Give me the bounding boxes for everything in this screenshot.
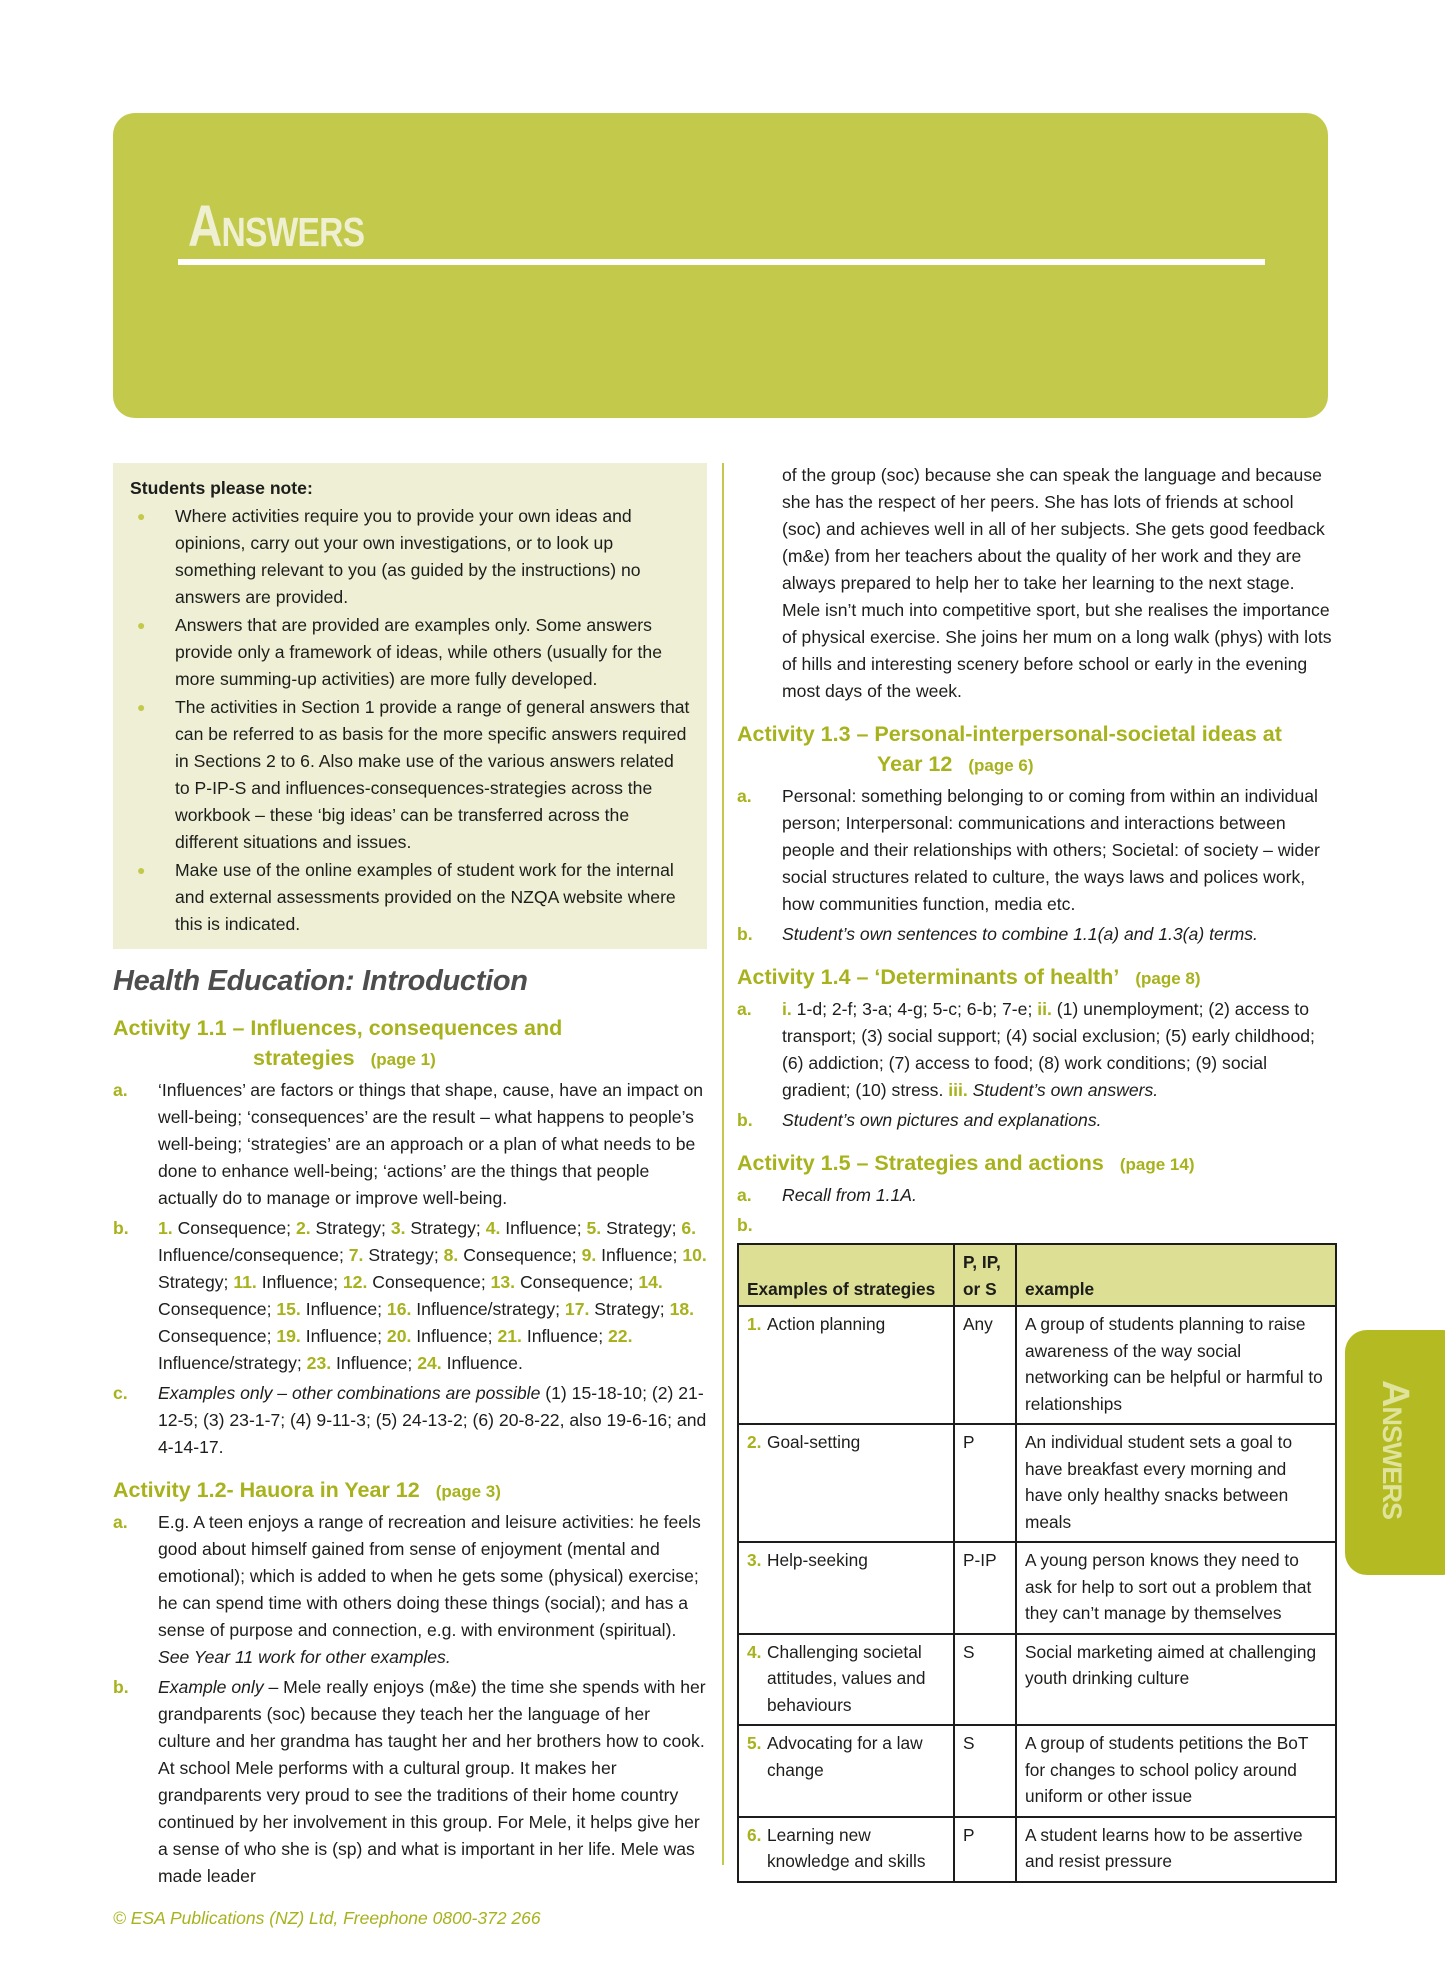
item-number: 12. xyxy=(342,1272,368,1292)
item-number: 14. xyxy=(638,1272,663,1292)
item-classification: Strategy; xyxy=(315,1218,386,1238)
notes-list xyxy=(130,503,692,938)
activity-1-4-title xyxy=(737,962,1337,994)
bullet-icon: ● xyxy=(137,699,146,715)
item-classification: Influence; xyxy=(505,1218,582,1238)
type-cell: P xyxy=(954,1424,1016,1542)
answer-text: E.g. A teen enjoys a range of recreation and leisure activities: he feels good about himself gained from sense of enjoyment (mental and emotional); which is added to when he gets some (physical) exercise; he can spend time with others doing these things (social); and has a sense of purpose and connection, e.g. with environment (spiritual). xyxy=(158,1512,701,1640)
answer-text: (1) unemployment; (2) access to transport; (3) social support; (4) social exclusion; (5) early childhood; (6) addiction; (7) access to food; (8) work conditions; (9) social gradient; (10) stress. xyxy=(782,999,1315,1100)
item-number: 8. xyxy=(443,1245,459,1265)
answer-item xyxy=(113,1077,707,1212)
strategies-table xyxy=(737,1243,1337,1883)
example-cell: A student learns how to be assertive and resist pressure xyxy=(1016,1817,1336,1882)
item-classification: Consequence; xyxy=(372,1272,486,1292)
item-label: a. xyxy=(113,1080,128,1100)
item-label: b. xyxy=(113,1677,129,1697)
activity-1-5-title xyxy=(737,1148,1337,1180)
section-title: Health Education: Introduction xyxy=(113,965,528,997)
column-header-strategies: Examples of strategies xyxy=(738,1244,954,1306)
section-tab-label: Answers xyxy=(1374,1380,1416,1519)
page-ref: (page 1) xyxy=(370,1050,436,1069)
activity-title-line: Activity 1.1 – Influences, consequences and xyxy=(113,1016,563,1040)
item-classification: Influence; xyxy=(601,1245,678,1265)
activity-title-line: strategies xyxy=(253,1046,355,1070)
row-number: 2. xyxy=(747,1432,762,1452)
notes-item xyxy=(130,857,692,938)
column-divider xyxy=(722,463,724,1865)
item-classification: Influence. xyxy=(446,1353,523,1373)
bullet-icon: ● xyxy=(137,508,146,524)
strategy-name: Action planning xyxy=(767,1314,886,1334)
item-classification: Influence; xyxy=(305,1326,383,1346)
answer-item xyxy=(113,1380,707,1461)
table-row xyxy=(738,1725,1336,1817)
type-cell: S xyxy=(954,1634,1016,1726)
activity-title-line: Year 12 xyxy=(877,752,953,776)
item-number: 18. xyxy=(669,1299,695,1319)
answer-item xyxy=(737,783,1337,918)
strategy-name: Goal-setting xyxy=(767,1432,861,1452)
page-ref: (page 8) xyxy=(1135,969,1201,988)
table-row xyxy=(738,1542,1336,1634)
strategy-name: Learning new knowledge and skills xyxy=(767,1824,926,1871)
column-header-type: P, IP, or S xyxy=(954,1244,1016,1306)
item-number: 4. xyxy=(485,1218,501,1238)
item-label: a. xyxy=(737,786,752,806)
item-classification: Consequence; xyxy=(158,1299,272,1319)
activity-1-1-title xyxy=(113,1013,707,1075)
header-banner xyxy=(113,113,1328,418)
item-number: 24. xyxy=(417,1353,442,1373)
item-label: a. xyxy=(737,1185,752,1205)
activity-title-line: Activity 1.4 – ‘Determinants of health’ xyxy=(737,965,1120,989)
page-title: Answers xyxy=(188,194,365,259)
answer-note: Example only xyxy=(158,1677,264,1697)
strategy-name: Help-seeking xyxy=(767,1550,868,1570)
row-number: 4. xyxy=(747,1641,762,1662)
item-classification: Strategy; xyxy=(410,1218,481,1238)
notes-item xyxy=(130,612,692,693)
item-number: 16. xyxy=(386,1299,412,1319)
answer-text: ‘Influences’ are factors or things that shape, cause, have an impact on well-being; ‘consequences’ are the result – what happens to people’s well-being; ‘strategies’ are an approach or a plan of what needs to be done to enhance well-being; ‘actions’ are the things that people actually do to manage or improve well-being. xyxy=(158,1080,704,1208)
item-classification: Consequence; xyxy=(177,1218,292,1238)
left-column xyxy=(113,463,707,1893)
activity-title-line: Activity 1.2- Hauora in Year 12 xyxy=(113,1478,420,1502)
table-row xyxy=(738,1634,1336,1726)
item-classification: Strategy; xyxy=(158,1272,229,1292)
strategy-cell xyxy=(738,1634,954,1726)
item-number: 11. xyxy=(233,1272,257,1292)
answer-text: (1) 15-18-10; (2) 21-12-5; (3) 23-1-7; (4) 9-11-3; (5) 24-13-2; (6) 20-8-22, also 19-6-16; and 4-14-17. xyxy=(158,1383,707,1457)
row-number: 6. xyxy=(747,1824,762,1845)
strategy-cell xyxy=(738,1306,954,1424)
example-cell: A group of students planning to raise awareness of the way social networking can be helpful or harmful to relationships xyxy=(1016,1306,1336,1424)
example-cell: Social marketing aimed at challenging youth drinking culture xyxy=(1016,1634,1336,1726)
item-classification: Consequence; xyxy=(519,1272,634,1292)
item-classification: Influence/strategy; xyxy=(158,1353,302,1373)
activity-1-3-title xyxy=(737,719,1337,781)
bullet-icon: ● xyxy=(137,862,146,878)
item-classification: Consequence; xyxy=(158,1326,272,1346)
answer-item xyxy=(737,921,1337,948)
item-number: 7. xyxy=(348,1245,364,1265)
item-number: 3. xyxy=(390,1218,406,1238)
notes-item xyxy=(130,694,692,856)
page-ref: (page 3) xyxy=(435,1482,501,1501)
notes-box xyxy=(113,463,707,949)
example-cell: An individual student sets a goal to have breakfast every morning and have only healthy snacks between meals xyxy=(1016,1424,1336,1542)
answer-text: of the group (soc) because she can speak the language and because she has the respect of her peers. She has lots of friends at school (soc) and achieves well in all of her subjects. She gets good feedback (m&e) from her teachers about the quality of her work and they are always prepared to help her to take her learning to the next stage. Mele isn’t much into competitive sport, but she realises the importance of physical exercise. She joins her mum on a long walk (phys) with lots of hills and interesting scenery before school or early in the evening most days of the week. xyxy=(782,465,1332,701)
activity-title-line: Activity 1.5 – Strategies and actions xyxy=(737,1151,1104,1175)
item-classification: Influence; xyxy=(336,1353,413,1373)
notes-title: Students please note: xyxy=(130,478,313,498)
notes-item-text: Where activities require you to provide your own ideas and opinions, carry out your own investigations, or to look up something relevant to you (as guided by the instructions) no answers are provided. xyxy=(175,506,641,607)
item-label: c. xyxy=(113,1383,128,1403)
answer-text: Personal: something belonging to or coming from within an individual person; Interpersonal: communications and interactions between people and their relationships with others; Societal: of society – wider social structures related to culture, the ways laws and polices work, how communities function, media etc. xyxy=(782,786,1320,914)
item-number: 15. xyxy=(276,1299,301,1319)
strategy-cell xyxy=(738,1817,954,1882)
item-number: 2. xyxy=(295,1218,311,1238)
row-number: 3. xyxy=(747,1550,762,1570)
item-classification: Influence/consequence; xyxy=(158,1245,344,1265)
strategy-cell xyxy=(738,1542,954,1634)
answer-list xyxy=(158,1218,707,1373)
answer-note: Student’s own pictures and explanations. xyxy=(782,1110,1102,1130)
answer-text: – Mele really enjoys (m&e) the time she spends with her grandparents (soc) because they teach her the language of her culture and her grandma has taught her and her brothers how to cook. At school Mele performs with a cultural group. It makes her grandparents very proud to see the traditions of their home country continued by her involvement in this group. For Mele, it helps give her a sense of who she is (sp) and what is important in her life. Mele was made leader xyxy=(158,1677,706,1886)
type-cell: Any xyxy=(954,1306,1016,1424)
page-ref: (page 14) xyxy=(1119,1155,1195,1174)
title-rule xyxy=(178,259,1265,265)
item-number: 22. xyxy=(608,1326,633,1346)
item-label: b. xyxy=(737,924,753,944)
answer-note: Recall from 1.1A. xyxy=(782,1185,917,1205)
answer-note: Student’s own answers. xyxy=(967,1080,1159,1100)
type-cell: P xyxy=(954,1817,1016,1882)
notes-item xyxy=(130,503,692,611)
answer-item-continued xyxy=(737,462,1337,705)
item-number: 10. xyxy=(682,1245,707,1265)
item-number: 17. xyxy=(564,1299,590,1319)
page-ref: (page 6) xyxy=(968,756,1034,775)
item-label: a. xyxy=(113,1512,128,1532)
item-label: b. xyxy=(737,1110,753,1130)
item-label: b. xyxy=(737,1215,753,1235)
item-classification: Influence/strategy; xyxy=(416,1299,561,1319)
answer-item xyxy=(737,1107,1337,1134)
example-cell: A young person knows they need to ask for help to sort out a problem that they can’t manage by themselves xyxy=(1016,1542,1336,1634)
sub-label: ii. xyxy=(1037,999,1052,1019)
item-classification: Strategy; xyxy=(368,1245,439,1265)
item-number: 20. xyxy=(386,1326,412,1346)
right-column xyxy=(737,462,1337,1883)
item-number: 5. xyxy=(586,1218,602,1238)
item-number: 19. xyxy=(276,1326,301,1346)
strategy-name: Challenging societal attitudes, values and behaviours xyxy=(767,1641,926,1715)
activity-title-line: Activity 1.3 – Personal-interpersonal-societal ideas at xyxy=(737,722,1282,746)
item-classification: Consequence; xyxy=(463,1245,577,1265)
item-number: 21. xyxy=(497,1326,522,1346)
notes-item-text: Answers that are provided are examples only. Some answers provide only a framework of ideas, while others (usually for the more summing-up activities) are more fully developed. xyxy=(175,615,662,689)
answer-item xyxy=(113,1215,707,1377)
answer-note: Examples only – other combinations are possible xyxy=(158,1383,541,1403)
item-classification: Influence; xyxy=(261,1272,338,1292)
type-cell: P-IP xyxy=(954,1542,1016,1634)
row-number: 5. xyxy=(747,1733,762,1753)
answer-item xyxy=(737,1212,1337,1239)
sub-label: i. xyxy=(782,999,792,1019)
row-number: 1. xyxy=(747,1314,762,1334)
answer-item xyxy=(113,1509,707,1671)
item-number: 6. xyxy=(681,1218,697,1238)
item-number: 23. xyxy=(306,1353,332,1373)
item-classification: Influence; xyxy=(416,1326,493,1346)
notes-item-text: Make use of the online examples of student work for the internal and external assessments provided on the NZQA website where this is indicated. xyxy=(175,860,676,934)
answer-item xyxy=(737,996,1337,1104)
item-label: b. xyxy=(113,1218,129,1238)
item-number: 9. xyxy=(581,1245,597,1265)
item-number: 1. xyxy=(158,1218,173,1238)
item-number: 13. xyxy=(490,1272,516,1292)
item-classification: Strategy; xyxy=(606,1218,677,1238)
table-row xyxy=(738,1306,1336,1424)
answer-text: 1-d; 2-f; 3-a; 4-g; 5-c; 6-b; 7-e; xyxy=(791,999,1038,1019)
item-classification: Influence; xyxy=(526,1326,604,1346)
table-header-row xyxy=(738,1244,1336,1306)
strategy-name: Advocating for a law change xyxy=(767,1733,923,1780)
type-cell: S xyxy=(954,1725,1016,1817)
example-cell: A group of students petitions the BoT for changes to school policy around uniform or other issue xyxy=(1016,1725,1336,1817)
bullet-icon: ● xyxy=(137,617,146,633)
answer-item xyxy=(113,1674,707,1890)
item-classification: Strategy; xyxy=(594,1299,665,1319)
table-row xyxy=(738,1424,1336,1542)
sub-label: iii. xyxy=(948,1080,968,1100)
notes-item-text: The activities in Section 1 provide a range of general answers that can be referred to as basis for the more specific answers required in Sections 2 to 6. Also make use of the various answers related to P-IP-S and influences-consequences-strategies across the workbook – these ‘big ideas’ can be transferred across the different situations and issues. xyxy=(175,697,690,852)
footer-copyright: © ESA Publications (NZ) Ltd, Freephone 0800-372 266 xyxy=(113,1908,541,1928)
strategy-cell xyxy=(738,1725,954,1817)
section-tab xyxy=(1345,1330,1445,1575)
column-header-example: example xyxy=(1016,1244,1336,1306)
answer-note: Student’s own sentences to combine 1.1(a) and 1.3(a) terms. xyxy=(782,924,1258,944)
table-row xyxy=(738,1817,1336,1882)
strategy-cell xyxy=(738,1424,954,1542)
answer-note: See Year 11 work for other examples. xyxy=(158,1647,451,1667)
item-classification: Influence; xyxy=(305,1299,383,1319)
activity-1-2-title xyxy=(113,1475,707,1507)
item-label: a. xyxy=(737,999,752,1019)
answer-item xyxy=(737,1182,1337,1209)
